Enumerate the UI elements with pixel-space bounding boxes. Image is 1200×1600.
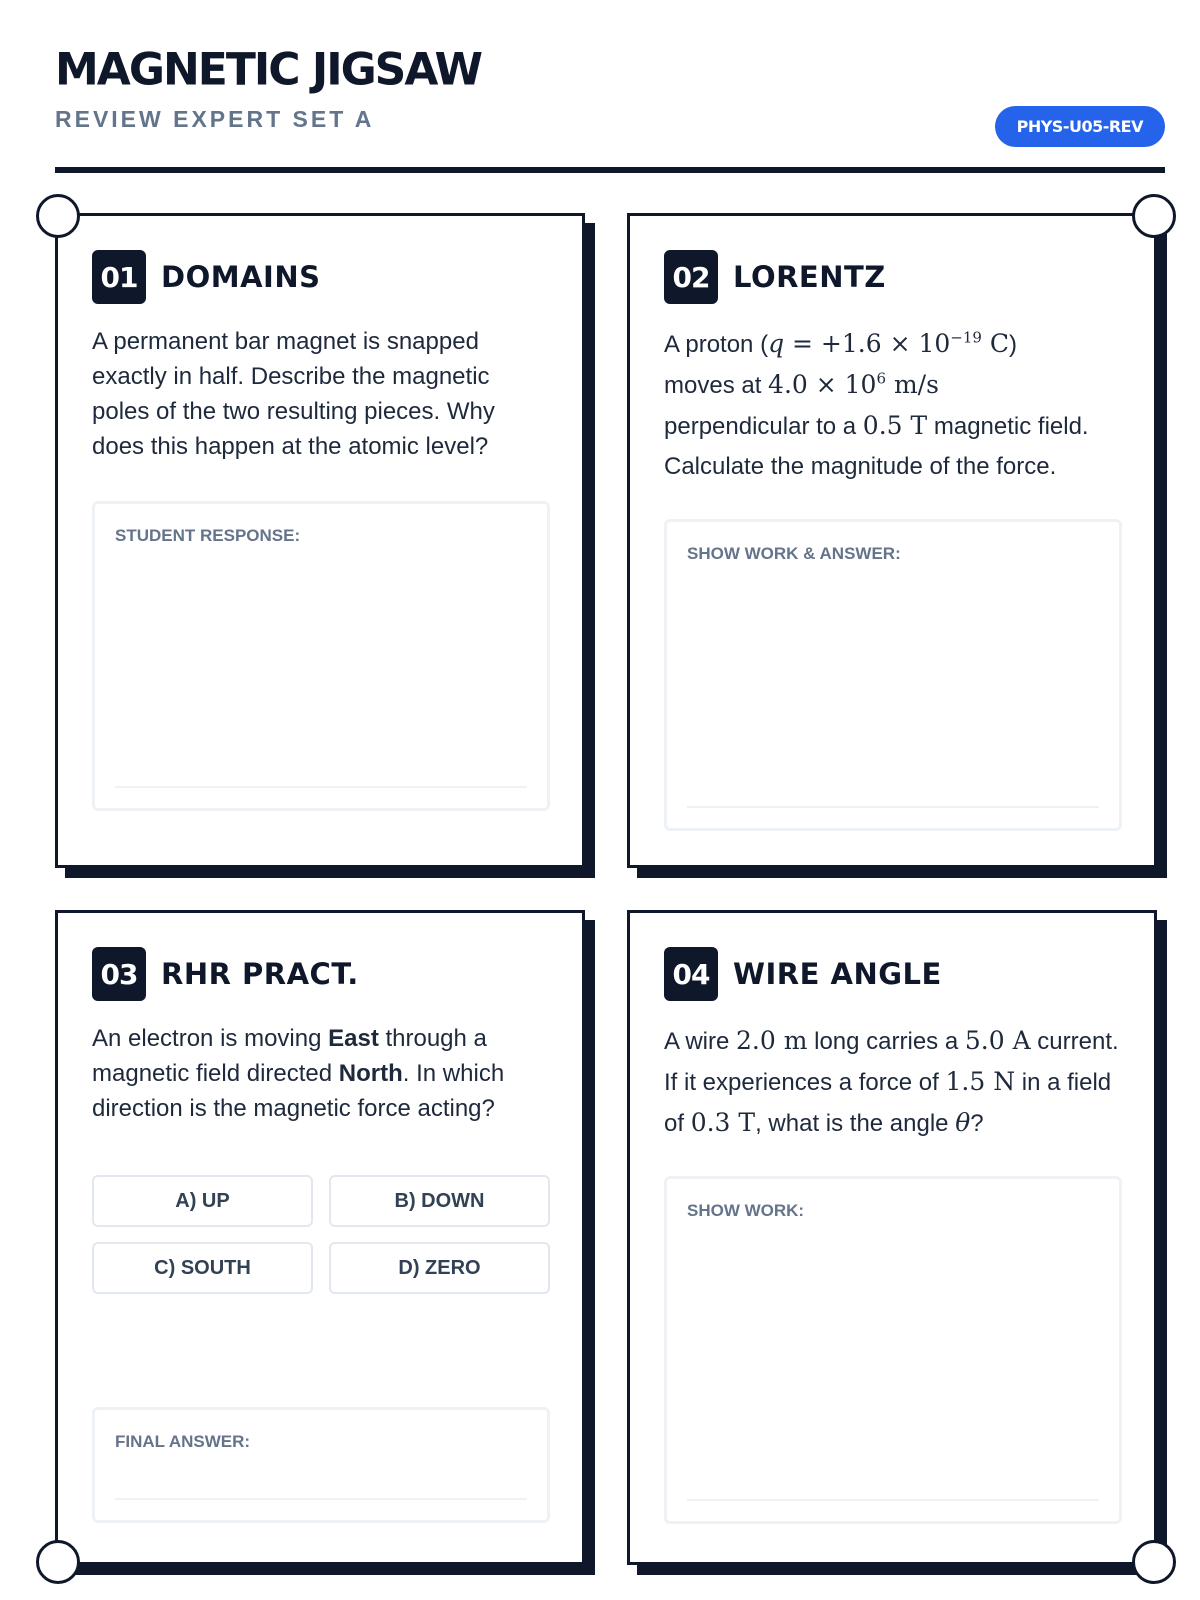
math-expression: [768, 329, 1009, 358]
math-exponent: 6: [876, 369, 887, 388]
answer-choices: [92, 1175, 550, 1294]
question-fragment: moves at: [664, 372, 769, 399]
question-fragment: through a magnetic field directed: [92, 1025, 487, 1087]
response-label: FINAL ANSWER:: [115, 1432, 251, 1451]
card-header: [92, 250, 320, 304]
final-answer-area[interactable]: [92, 1407, 550, 1523]
response-label: SHOW WORK:: [687, 1201, 805, 1220]
direction-emphasis: North: [338, 1060, 403, 1087]
question-card-lorentz: [627, 213, 1157, 868]
card-header: [664, 250, 886, 304]
math-unit: m/s: [886, 370, 939, 399]
card-header: [92, 947, 359, 1001]
puzzle-notch-icon: [1132, 1540, 1176, 1584]
question-number: 04: [664, 947, 718, 1001]
question-title: WIRE ANGLE: [733, 957, 942, 991]
course-code-badge: PHYS-U05-REV: [995, 106, 1165, 147]
question-card-wire-angle: [627, 910, 1157, 1565]
puzzle-notch-icon: [36, 194, 80, 238]
question-fragment: An electron is moving: [92, 1025, 329, 1052]
math-expression: 0.5 T: [862, 411, 928, 440]
puzzle-notch-icon: [36, 1540, 80, 1584]
question-fragment: . In which direction is the magnetic force acting?: [92, 1060, 505, 1122]
answer-line: [687, 1499, 1099, 1501]
worksheet-subtitle: REVIEW EXPERT SET A: [55, 106, 375, 132]
math-expression: [768, 370, 939, 399]
answer-line: [687, 806, 1099, 808]
math-variable: θ: [955, 1108, 971, 1137]
choice-b-button[interactable]: B) DOWN: [329, 1175, 550, 1227]
choice-d-button[interactable]: D) ZERO: [329, 1242, 550, 1294]
header-divider: [55, 167, 1165, 173]
response-label: SHOW WORK & ANSWER:: [687, 544, 901, 563]
answer-line: [115, 786, 527, 788]
response-label: STUDENT RESPONSE:: [115, 526, 301, 545]
choice-c-button[interactable]: C) SOUTH: [92, 1242, 313, 1294]
question-number: 02: [664, 250, 718, 304]
card-header: [664, 947, 942, 1001]
math-fragment: = +1.6 × 10: [784, 329, 951, 358]
question-text: [92, 1021, 552, 1126]
math-expression: 1.5 N: [945, 1067, 1016, 1096]
question-number: 01: [92, 250, 146, 304]
math-exponent: −19: [950, 328, 982, 347]
question-title: LORENTZ: [733, 260, 886, 294]
question-fragment: in a field of: [664, 1069, 1112, 1137]
question-fragment: A wire: [664, 1028, 737, 1055]
math-variable: q: [768, 329, 785, 358]
answer-line: [115, 1498, 527, 1500]
work-area[interactable]: [664, 1176, 1122, 1524]
math-unit: C: [981, 329, 1010, 358]
question-fragment: A proton (: [664, 331, 769, 358]
puzzle-notch-icon: [1132, 194, 1176, 238]
math-fragment: 4.0 × 10: [768, 370, 877, 399]
question-number: 03: [92, 947, 146, 1001]
math-expression: 2.0 m: [736, 1026, 808, 1055]
direction-emphasis: East: [328, 1025, 379, 1052]
choice-a-button[interactable]: A) UP: [92, 1175, 313, 1227]
question-fragment: ?: [970, 1110, 984, 1137]
student-response-area[interactable]: [92, 501, 550, 811]
question-fragment: , what is the angle: [755, 1110, 956, 1137]
math-expression: 0.3 T: [690, 1108, 756, 1137]
question-fragment: magnetic field. Calculate the magnitude of the force.: [664, 413, 1089, 480]
question-text: [664, 324, 1124, 487]
math-expression: 5.0 A: [964, 1026, 1031, 1055]
question-card-rhr: [55, 910, 585, 1565]
question-text: A permanent bar magnet is snapped exactly in half. Describe the magnetic poles of the two resulting pieces. Why does this happen at the atomic level?: [92, 328, 495, 460]
worksheet-header: [55, 43, 1165, 136]
question-title: DOMAINS: [161, 260, 321, 294]
question-card-domains: [55, 213, 585, 868]
work-answer-area[interactable]: [664, 519, 1122, 831]
question-title: RHR PRACT.: [161, 957, 359, 991]
question-fragment: perpendicular to a: [664, 413, 863, 440]
question-fragment: current. If it experiences a force of: [664, 1028, 1119, 1096]
worksheet-title: MAGNETIC JIGSAW: [55, 43, 481, 96]
question-text: [664, 1021, 1124, 1144]
question-fragment: ): [1009, 331, 1018, 358]
question-fragment: long carries a: [807, 1028, 965, 1055]
